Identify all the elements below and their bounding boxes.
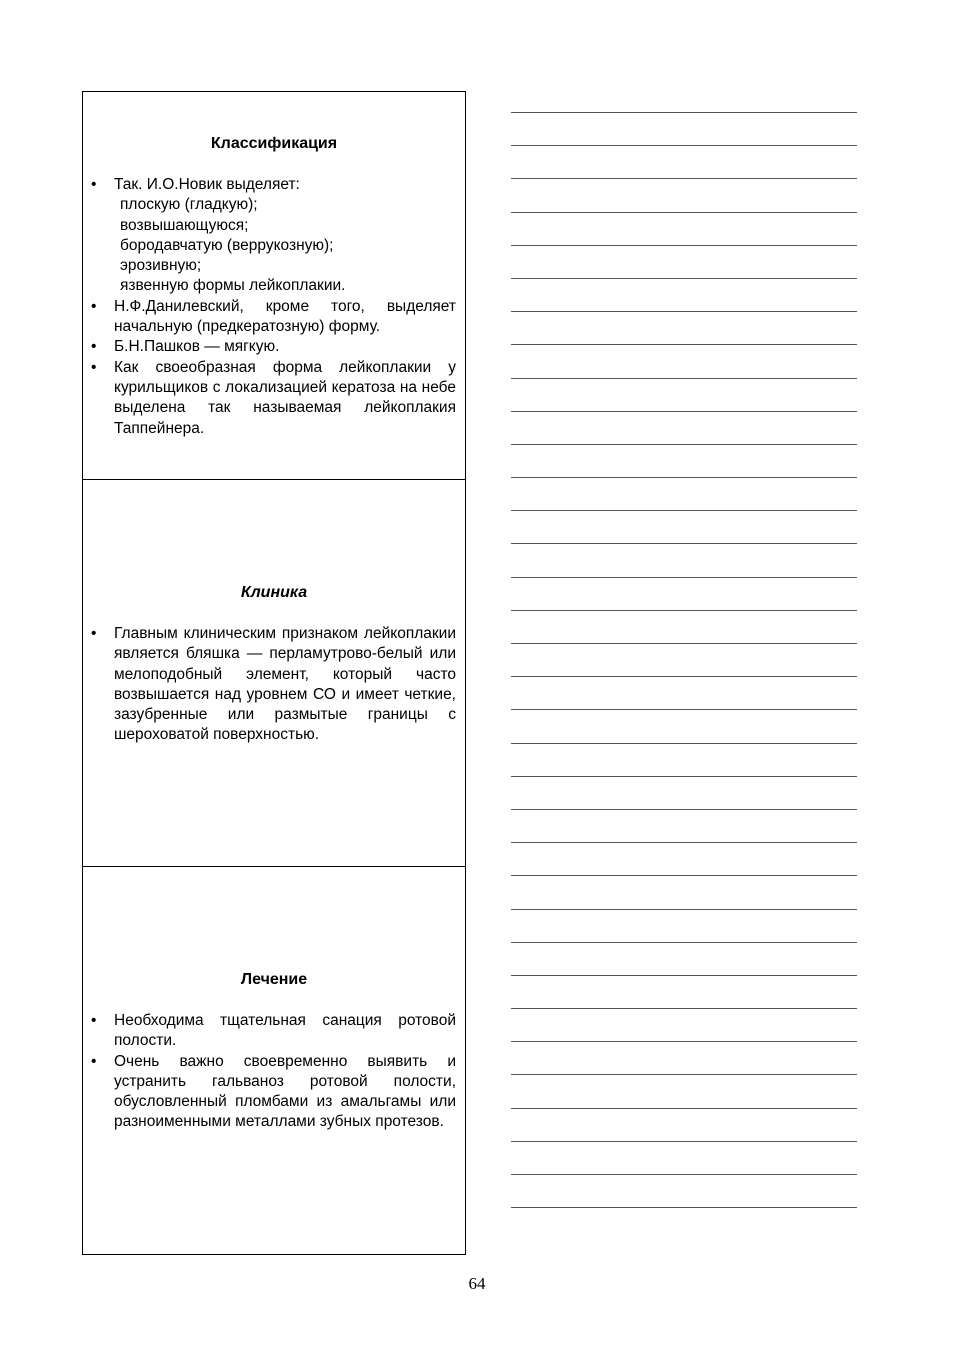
ruled-line bbox=[511, 213, 857, 246]
list-item bbox=[91, 175, 456, 297]
ruled-line bbox=[511, 146, 857, 179]
sub-item: язвенную формы лейкоплакии. bbox=[120, 277, 346, 295]
bullet-list bbox=[91, 624, 456, 746]
ruled-line bbox=[511, 578, 857, 611]
ruled-line bbox=[511, 478, 857, 511]
ruled-line bbox=[511, 412, 857, 445]
ruled-line bbox=[511, 943, 857, 976]
ruled-line bbox=[511, 511, 857, 544]
list-item: • Главным клиническим признаком лейкоплакии является бляшка — перламутрово-белый или мелоподобный элемент, который часто возвышается над уровнем СО и имеет четкие, зазубренные или размытые границы с шероховатой поверхностью. bbox=[91, 624, 456, 746]
list-item: • Очень важно своевременно выявить и устранить гальваноз ротовой полости, обусловленный пломбами из амальгамы или разноименными металлами зубных протезов. bbox=[91, 1052, 456, 1133]
ruled-line bbox=[511, 1075, 857, 1108]
list-item: • Как своеобразная форма лейкоплакии у курильщиков с локализацией кератоза на небе выделена так называемая лейкоплакия Таппейнера. bbox=[91, 358, 456, 439]
ruled-line bbox=[511, 810, 857, 843]
ruled-line bbox=[511, 1109, 857, 1142]
ruled-line bbox=[511, 379, 857, 412]
section-classification bbox=[83, 92, 465, 480]
ruled-line bbox=[511, 644, 857, 677]
list-item: • Н.Ф.Данилевский, кроме того, выделяет начальную (предкератозную) форму. bbox=[91, 297, 456, 338]
sub-item: плоскую (гладкую); bbox=[120, 196, 258, 214]
section-treatment bbox=[83, 866, 465, 1254]
ruled-line bbox=[511, 179, 857, 212]
ruled-line bbox=[511, 744, 857, 777]
list-item: • Б.Н.Пашков — мягкую. bbox=[91, 337, 456, 357]
list-item: • Необходима тщательная санация ротовой полости. bbox=[91, 1011, 456, 1052]
ruled-line bbox=[511, 345, 857, 378]
ruled-line bbox=[511, 445, 857, 478]
sub-item: возвышающуюся; bbox=[120, 216, 249, 234]
ruled-line bbox=[511, 710, 857, 743]
ruled-line bbox=[511, 1009, 857, 1042]
section-heading: Классификация bbox=[210, 135, 338, 152]
ruled-line bbox=[511, 1042, 857, 1075]
ruled-line bbox=[511, 1142, 857, 1175]
bullet-list bbox=[91, 1011, 456, 1133]
ruled-line bbox=[511, 279, 857, 312]
ruled-line bbox=[511, 976, 857, 1009]
ruled-line bbox=[511, 611, 857, 644]
ruled-line bbox=[511, 312, 857, 345]
ruled-line bbox=[511, 777, 857, 810]
page-number: 64 bbox=[468, 1274, 486, 1293]
ruled-line bbox=[511, 910, 857, 943]
bullet-list bbox=[91, 175, 456, 439]
sub-item: бородавчатую (веррукозную); bbox=[120, 236, 334, 254]
ruled-line bbox=[511, 544, 857, 577]
section-heading: Лечение bbox=[240, 971, 308, 988]
sub-item: эрозивную; bbox=[120, 257, 202, 275]
list-item-text: Так. И.О.Новик выделяет: bbox=[114, 176, 300, 193]
ruled-line bbox=[511, 246, 857, 279]
ruled-line bbox=[511, 113, 857, 146]
note-lines bbox=[511, 112, 857, 1208]
ruled-line bbox=[511, 843, 857, 876]
ruled-line bbox=[511, 1175, 857, 1208]
section-heading: Клиника bbox=[240, 584, 308, 601]
ruled-line bbox=[511, 876, 857, 909]
content-panel bbox=[82, 91, 466, 1255]
section-clinic bbox=[83, 479, 465, 867]
ruled-line bbox=[511, 677, 857, 710]
